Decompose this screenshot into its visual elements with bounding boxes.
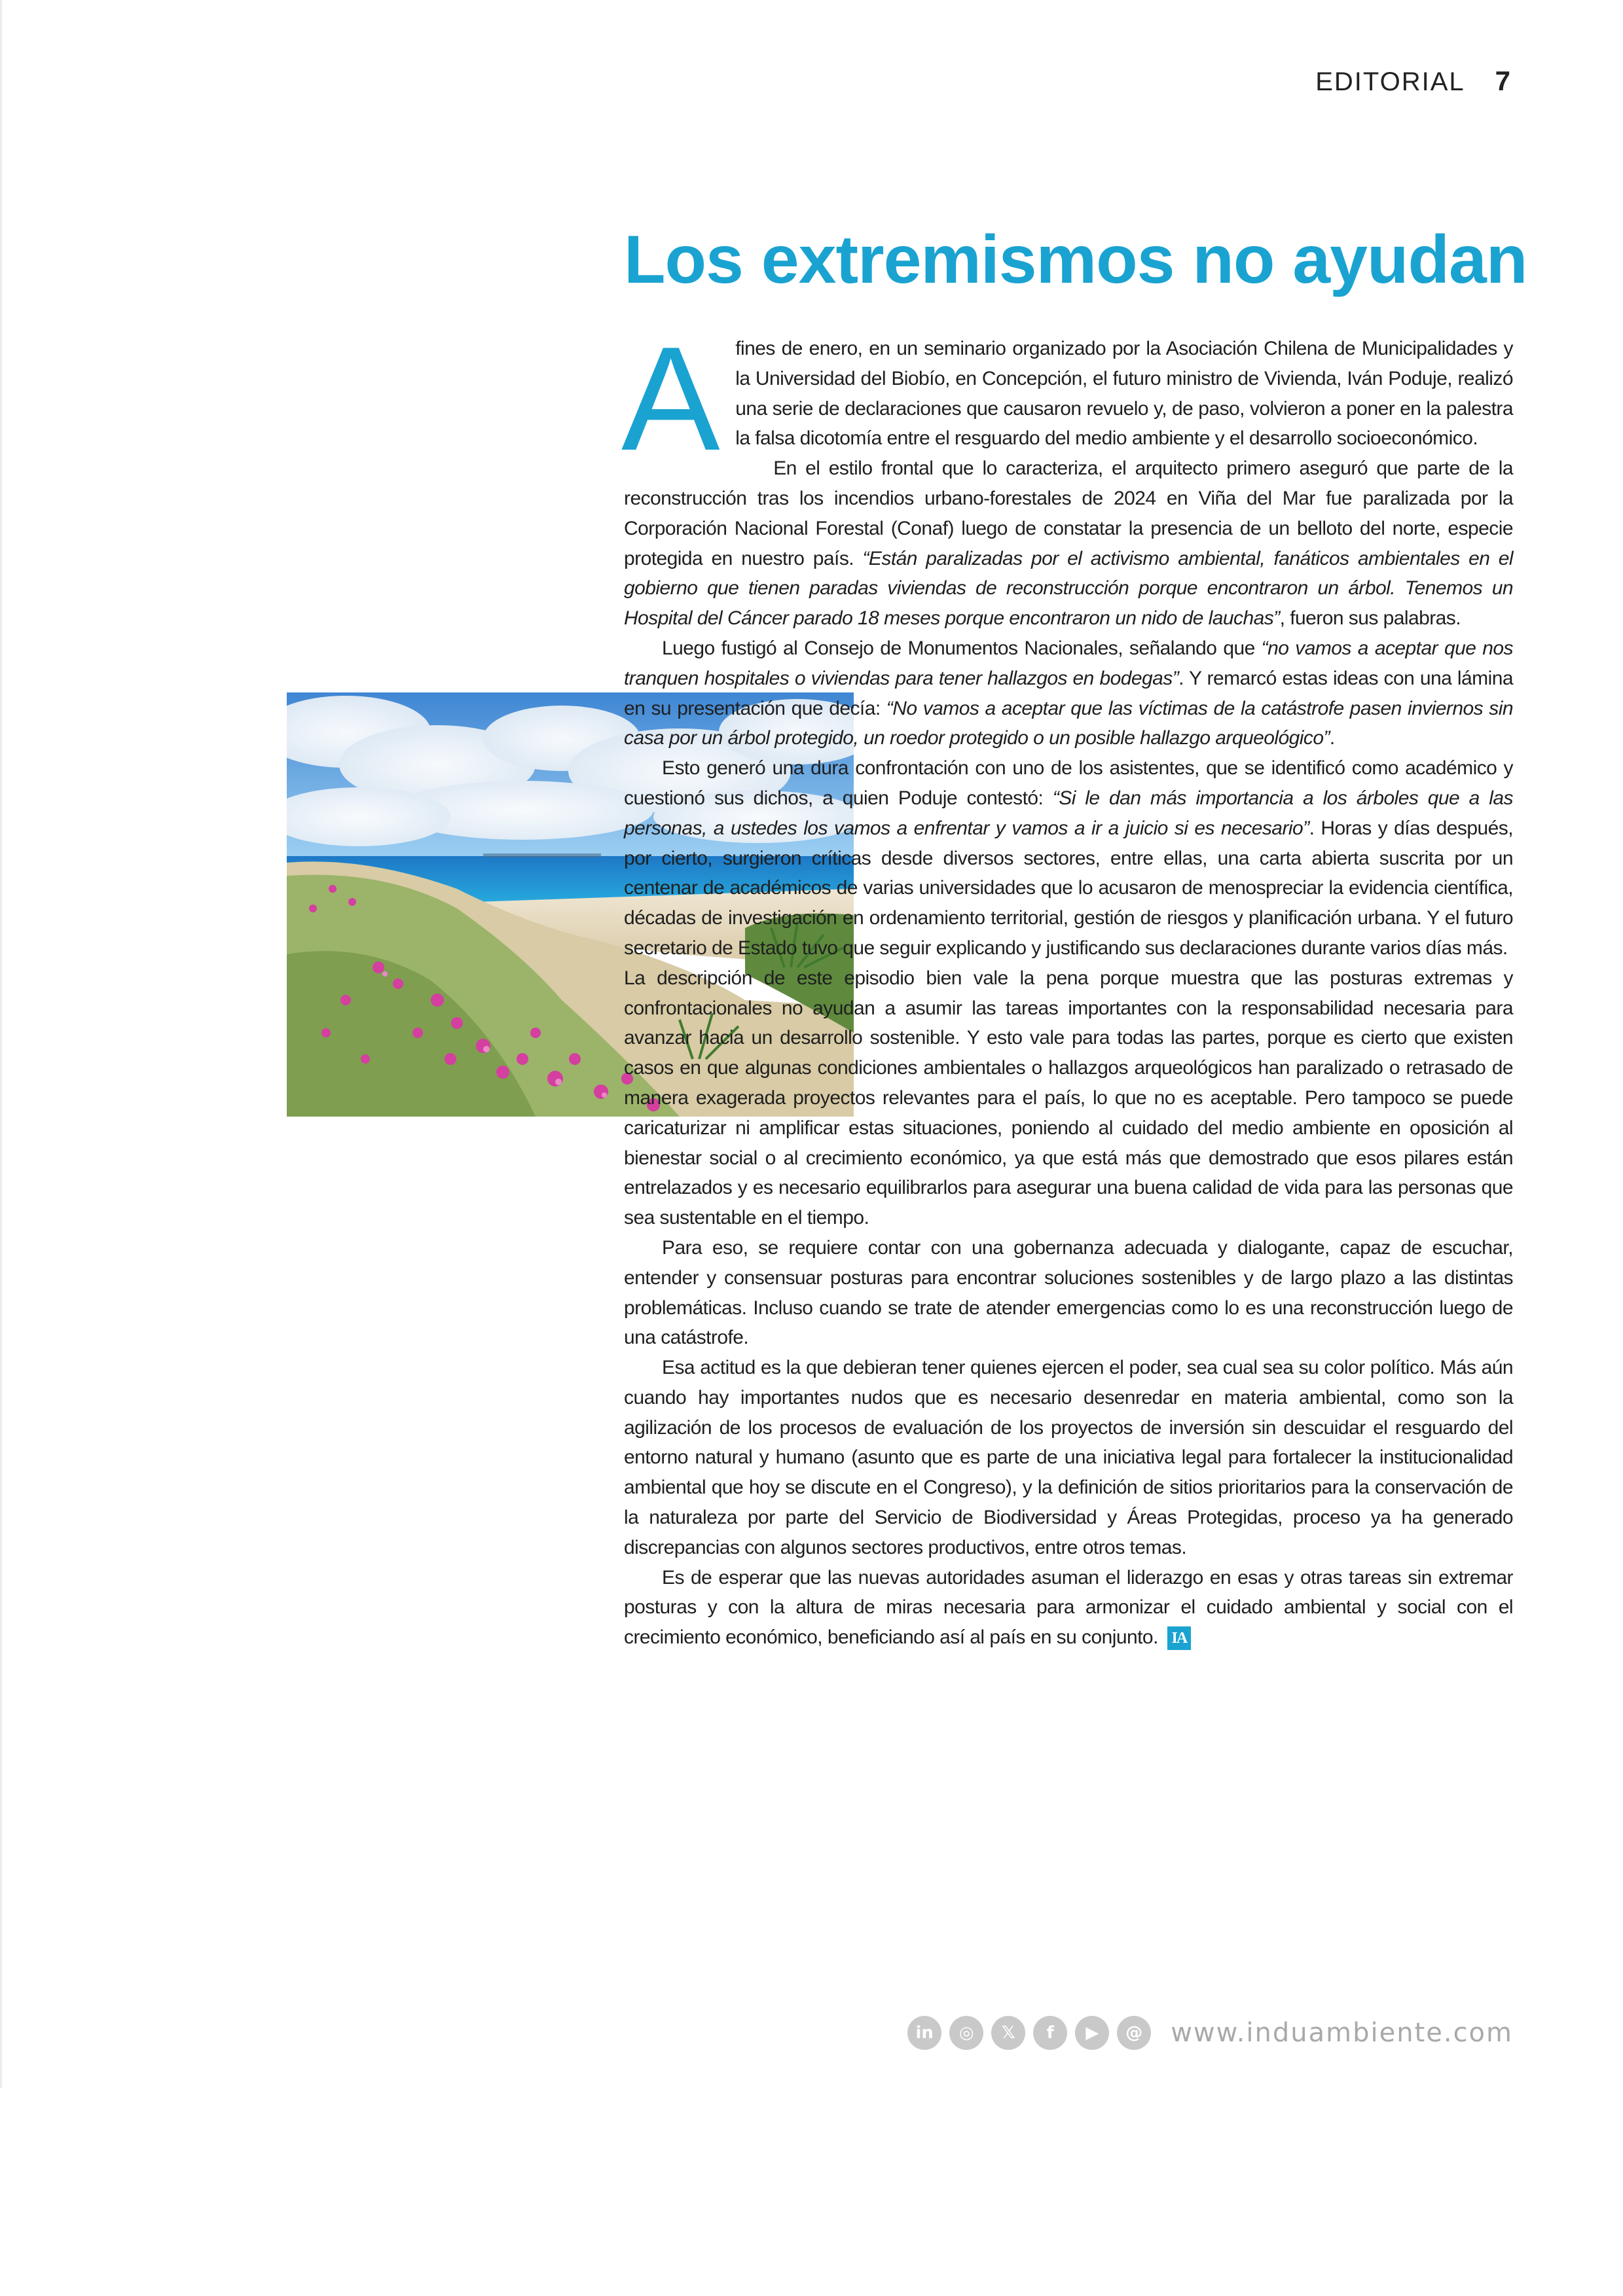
x-icon[interactable]: 𝕏 — [991, 2016, 1025, 2050]
page-edge — [0, 0, 2, 2088]
section-label: EDITORIAL — [1315, 67, 1465, 96]
threads-icon[interactable]: @ — [1117, 2016, 1151, 2050]
social-icons — [907, 2016, 1159, 2050]
article-body — [621, 315, 1514, 1653]
paragraph-7: Esa actitud es la que debieran tener quienes ejercen el poder, sea cual sea su color político. Más aún cuando hay importantes nudos que es necesario desenredar en materia ambiental, como son la agilización de los procesos de evaluación de los proyectos de inversión sin descuidar el resguardo del entorno natural y humano (asunto que es parte de una iniciativa legal para fortalecer la institucionalidad ambiental que hoy se discute en el Congreso), y la definición de sitios prioritarios para la conservación de la naturaleza por parte del Servicio de Biodiversidad y Áreas Protegidas, proceso ya ha generado discrepancias con algunos sectores productivos, entre otros temas. — [624, 1357, 1513, 1558]
end-mark-logo: IA — [1167, 1626, 1191, 1650]
footer — [907, 2016, 1513, 2050]
running-head — [1315, 65, 1512, 97]
paragraph-5: La descripción de este episodio bien vale la pena porque muestra que las posturas extremas y confrontacionales no ayudan a asumir las tareas importantes con la responsabilidad necesaria para avanzar hacia un desarrollo sostenible. Y esto vale para todas las partes, porque es cierto que existen casos en que algunas condiciones ambientales o hallazgos arqueológicos han paralizado o retrasado de manera exagerada proyectos relevantes para el país, lo que no es aceptable. Pero tampoco se puede caricaturizar ni amplificar estas situaciones, poniendo al cuidado del medio ambiente en oposición al bienestar social o al crecimiento económico, ya que está más que demostrado que esos pilares están entrelazados y es necesario equilibrarlos para asegurar una buena calidad de vida para las personas que sea sustentable en el tiempo. — [624, 967, 1513, 1229]
paragraph-1: Afines de enero, en un seminario organizado por la Asociación Chilena de Municipalidades y la Universidad del Biobío, en Concepción, el futuro ministro de Vivienda, Iván Poduje, realizó una serie de declaraciones que causaron revuelo y, de paso, volvieron a poner en la palestra la falsa dicotomía entre el resguardo del medio ambiente y el desarrollo socioeconómico. — [621, 315, 1513, 481]
paragraph-2: En el estilo frontal que lo caracteriza, el arquitecto primero aseguró que parte de la reconstrucción tras los incendios urbano-forestales de 2024 en Viña del Mar fue paralizada por la Corporación Nacional Forestal (Conaf) luego de constatar la presencia de un belloto del norte, especie protegida en nuestro país. “Están paralizadas por el activismo ambiental, fanáticos ambientales en el gobierno que tienen paradas viviendas de reconstrucción porque encontraron un árbol. Tenemos un Hospital del Cáncer parado 18 meses porque encontraron un nido de lauchas”, fueron sus palabras. — [624, 457, 1514, 630]
facebook-icon[interactable]: f — [1033, 2016, 1067, 2050]
paragraph-3: Luego fustigó al Consejo de Monumentos Nacionales, señalando que “no vamos a aceptar que nos tranquen hospitales o viviendas para tener hallazgos en bodegas”. Y remarcó estas ideas con una lámina en su presentación que decía: “No vamos a aceptar que las víctimas de la catástrofe pasen inviernos sin casa por un árbol protegido, un roedor protegido o un posible hallazgo arqueológico”. — [624, 637, 1513, 749]
paragraph-8: Es de esperar que las nuevas autoridades asuman el liderazgo en esas y otras tareas sin extremar posturas y con la altura de miras necesaria para armonizar el cuidado ambiental y social con el crecimiento económico, beneficiando así al país en su conjunto. IA — [624, 1563, 1513, 1653]
article-title: Los extremismos no ayudan — [624, 222, 1527, 298]
paragraph-4: Esto generó una dura confrontación con uno de los asistentes, que se identificó como académico y cuestionó sus dichos, a quien Poduje contestó: “Si le dan más importancia a los árboles que a las personas, a ustedes los vamos a enfrentar y vamos a ir a juicio si es necesario”. Horas y días después, por cierto, surgieron críticas desde diversos sectores, entre ellas, una carta abierta suscrita por un centenar de académicos de varias universidades que lo acusaron de menospreciar la evidencia científica, décadas de investigación en ordenamiento territorial, gestión de riesgos y planificación urbana. Y el futuro secretario de Estado tuvo que seguir explicando y justificando sus declaraciones durante varios días más. — [624, 757, 1513, 959]
website-link[interactable]: www.induambiente.com — [1171, 2018, 1513, 2048]
paragraph-6: Para eso, se requiere contar con una gobernanza adecuada y dialogante, capaz de escuchar, entender y consensuar posturas para encontrar soluciones sostenibles y de largo plazo a las distintas problemáticas. Incluso cuando se trate de atender emergencias como lo es una reconstrucción luego de una catástrofe. — [624, 1236, 1513, 1349]
youtube-icon[interactable]: ▶ — [1075, 2016, 1109, 2050]
page-number: 7 — [1495, 65, 1512, 96]
linkedin-icon[interactable]: in — [907, 2016, 941, 2050]
instagram-icon[interactable]: ◎ — [949, 2016, 983, 2050]
photo-wrap-area — [276, 334, 624, 785]
drop-cap: A — [621, 315, 720, 481]
